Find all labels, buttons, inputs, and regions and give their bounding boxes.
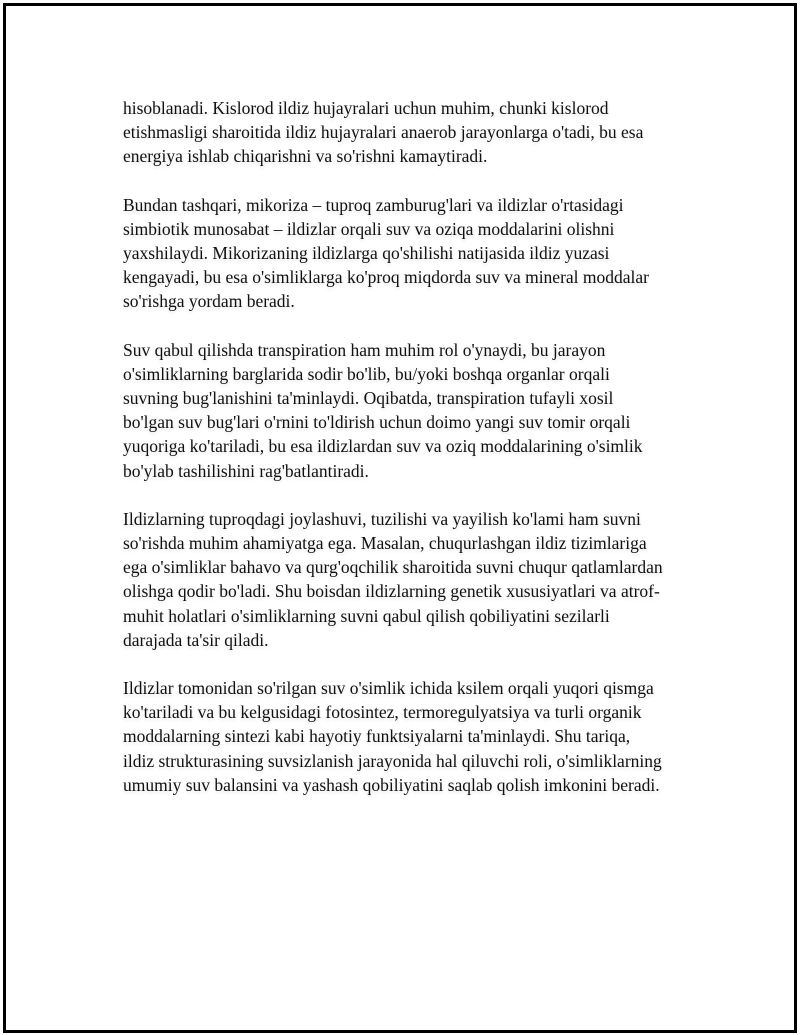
paragraph-5 [123,676,698,797]
text-line: Bundan tashqari, mikoriza – tuproq zamburug'lari va ildizlar o'rtasidagi [123,194,624,215]
text-line: suvning bug'lanishini ta'minlaydi. Oqibatda, transpiration tufayli xosil [123,388,614,409]
paragraph-1 [123,96,698,169]
text-line: umumiy suv balansini va yashash qobiliyatini saqlab qolish imkonini beradi. [123,774,660,795]
text-line: muhit holatlari o'simliklarning suvni qabul qilish qobiliyatini sezilarli [123,605,610,626]
text-line: o'simliklarning barglarida sodir bo'lib, bu/yoki boshqa organlar orqali [123,363,610,384]
text-line: simbiotik munosabat – ildizlar orqali suv va oziqa moddalarini olishni [123,218,615,239]
text-line: yuqoriga ko'tariladi, bu esa ildizlardan suv va oziq moddalarining o'simlik [123,436,643,457]
text-line: ko'tariladi va bu kelgusidagi fotosintez, termoregulyatsiya va turli organik [123,702,642,723]
text-line: moddalarning sintezi kabi hayotiy funktsiyalarni ta'minlaydi. Shu tariqa, [123,726,631,747]
text-line: yaxshilaydi. Mikorizaning ildizlarga qo'shilishi natijasida ildiz yuzasi [123,243,610,264]
text-line: ega o'simliklar bahavo va qurg'oqchilik sharoitida suvni chuqur qatlamlardan [123,557,663,578]
text-line: Ildizlar tomonidan so'rilgan suv o'simlik ichida ksilem orqali yuqori qismga [123,678,654,699]
text-line: ildiz strukturasining suvsizlanish jarayonida hal qiluvchi roli, o'simliklarning [123,750,662,771]
text-line: so'rishda muhim ahamiyatga ega. Masalan, chuqurlashgan ildiz tizimlariga [123,533,647,554]
text-line: energiya ishlab chiqarishni va so'rishni kamaytiradi. [123,146,488,167]
paragraph-2 [123,193,698,314]
text-line: Ildizlarning tuproqdagi joylashuvi, tuzilishi va yayilish ko'lami ham suvni [123,508,641,529]
text-line: darajada ta'sir qiladi. [123,629,269,650]
page-frame [3,3,797,1033]
text-line: kengayadi, bu esa o'simliklarga ko'proq miqdorda suv va mineral moddalar [123,267,649,288]
paragraph-3 [123,338,698,483]
text-line: etishmasligi sharoitida ildiz hujayralari anaerob jarayonlarga o'tadi, bu esa [123,122,644,143]
text-line: so'rishga yordam beradi. [123,291,295,312]
document-body [123,96,698,821]
text-line: Suv qabul qilishda transpiration ham muhim rol o'ynaydi, bu jarayon [123,339,606,360]
paragraph-4 [123,507,698,652]
text-line: olishga qodir bo'ladi. Shu boisdan ildizlarning genetik xususiyatlari va atrof- [123,581,660,602]
text-line: bo'ylab tashilishini rag'batlantiradi. [123,460,369,481]
text-line: bo'lgan suv bug'lari o'rnini to'ldirish uchun doimo yangi suv tomir orqali [123,412,631,433]
text-line: hisoblanadi. Kislorod ildiz hujayralari uchun muhim, chunki kislorod [123,98,609,118]
